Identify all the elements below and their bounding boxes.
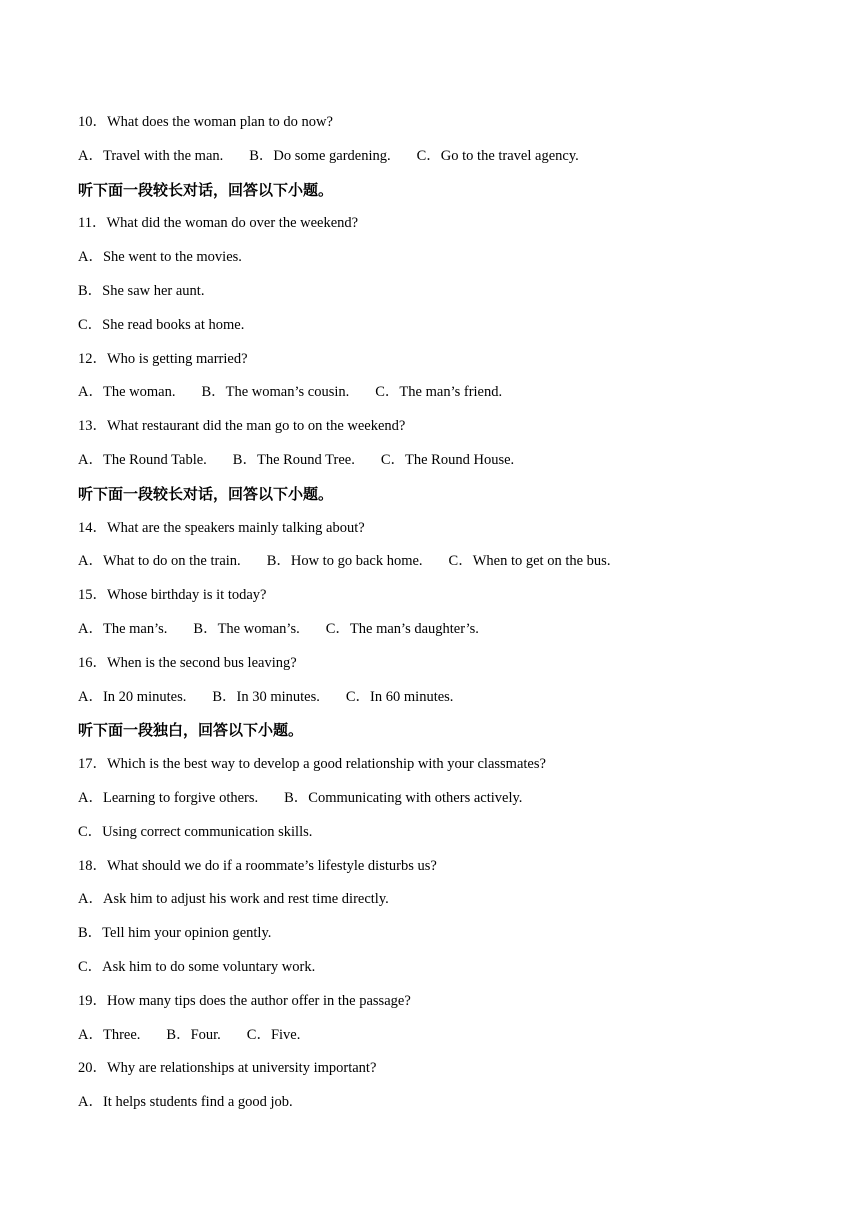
question-text: 17．Which is the best way to develop a good relationship with your classmates?	[78, 756, 546, 773]
question-text: 20．Why are relationships at university important?	[78, 1060, 377, 1077]
options-row	[78, 787, 798, 821]
answer-option: C．Using correct communication skills.	[78, 823, 313, 840]
question-text: 11．What did the woman do over the weekend?	[78, 215, 359, 232]
document-page	[78, 111, 798, 1125]
answer-option: B．Do some gardening.	[249, 147, 391, 164]
question-text: 10．What does the woman plan to do now?	[78, 114, 333, 130]
question-text: 14．What are the speakers mainly talking about?	[78, 519, 365, 536]
answer-option: B．Four.	[166, 1026, 221, 1043]
answer-option: A．Travel with the man.	[78, 147, 224, 164]
question-text: 15．Whose birthday is it today?	[78, 587, 267, 604]
answer-option: B．The Round Tree.	[232, 451, 355, 468]
answer-option: A．Learning to forgive others.	[78, 789, 259, 806]
answer-option: A．The woman.	[78, 384, 176, 401]
answer-option: A．What to do on the train.	[78, 553, 241, 570]
answer-option: C．The man’s daughter’s.	[325, 620, 479, 637]
answer-option: C．When to get on the bus.	[448, 553, 611, 570]
answer-option: A．Ask him to adjust his work and rest time directly.	[78, 891, 389, 908]
answer-option: C．In 60 minutes.	[345, 688, 454, 705]
options-row	[78, 449, 798, 483]
answer-option: A．It helps students find a good job.	[78, 1094, 293, 1111]
answer-option: A．Three.	[78, 1026, 141, 1043]
question-text: 18．What should we do if a roommate’s lifestyle disturbs us?	[78, 857, 437, 874]
question-text: 13．What restaurant did the man go to on the weekend?	[78, 418, 406, 435]
answer-option: C．Ask him to do some voluntary work.	[78, 958, 316, 975]
answer-option: A．The man’s.	[78, 620, 168, 637]
answer-option: A．In 20 minutes.	[78, 688, 187, 705]
answer-option: C．Five.	[246, 1026, 301, 1043]
answer-option: B．The woman’s.	[193, 620, 300, 637]
options-row	[78, 618, 798, 652]
section-heading: 听下面一段独白，回答以下小题。	[78, 721, 304, 740]
options-row	[78, 550, 798, 584]
question-text: 16．When is the second bus leaving?	[78, 654, 297, 671]
answer-option: C．She read books at home.	[78, 316, 245, 333]
answer-option: B．How to go back home.	[266, 553, 423, 570]
answer-option: A．The Round Table.	[78, 451, 207, 468]
answer-option: C．The man’s friend.	[375, 384, 503, 401]
answer-option: B．In 30 minutes.	[212, 688, 320, 705]
answer-option: B．She saw her aunt.	[78, 282, 205, 299]
question-text: 19．How many tips does the author offer in the passage?	[78, 992, 411, 1009]
answer-option: B．The woman’s cousin.	[201, 384, 350, 401]
options-row	[78, 145, 798, 179]
section-heading: 听下面一段较长对话，回答以下小题。	[78, 484, 334, 503]
options-row	[78, 381, 798, 415]
answer-option: B．Tell him your opinion gently.	[78, 925, 272, 942]
options-row	[78, 1024, 798, 1058]
answer-option: C．The Round House.	[380, 451, 515, 468]
options-row	[78, 686, 798, 720]
answer-option: B．Communicating with others actively.	[284, 789, 523, 806]
section-heading: 听下面一段较长对话，回答以下小题。	[78, 180, 334, 199]
question-text: 12．Who is getting married?	[78, 350, 248, 367]
answer-option: A．She went to the movies.	[78, 249, 242, 266]
answer-option: C．Go to the travel agency.	[416, 147, 579, 164]
